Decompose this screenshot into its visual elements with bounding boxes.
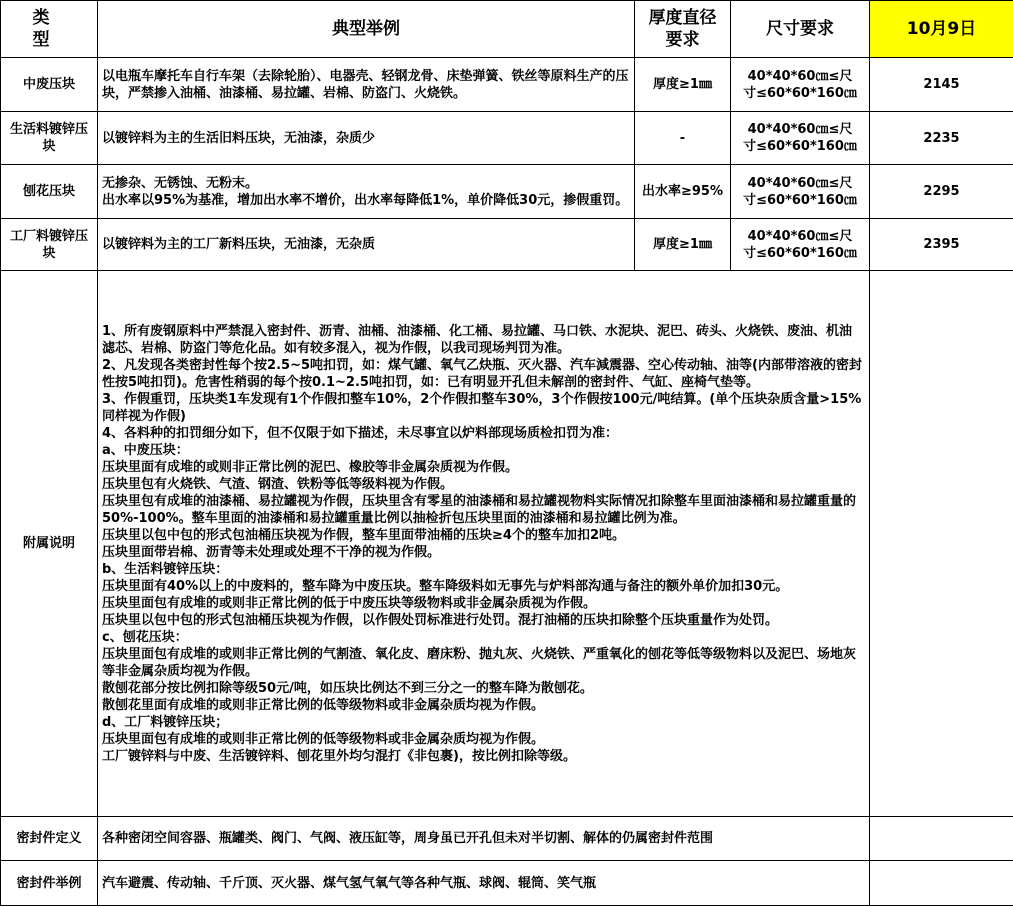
- header-size: 尺寸要求: [731, 1, 870, 58]
- notes-line: 压块里面有40%以上的中废料的，整车降为中废压块。整车降级料如无事先与炉料部沟通与备注的额外单价加扣30元。: [102, 578, 789, 594]
- row-size: [731, 112, 870, 165]
- header-date: 10月9日: [870, 1, 1013, 58]
- notes-line: 压块里面包有成堆的或则非正常比例的气割渣、氧化皮、磨床粉、抛丸灰、火烧铁、严重氧化的刨花等低等级物料以及泥巴、场地灰等非金属杂质均视为作假。: [102, 646, 857, 679]
- row-type: 中废压块: [1, 58, 98, 112]
- header-type: 类 型: [1, 1, 98, 58]
- row-type: 工厂料镀锌压块: [1, 219, 98, 271]
- seal-definition-label: 密封件定义: [1, 817, 98, 861]
- row-example: [98, 165, 635, 219]
- row-thickness: 出水率≥95%: [635, 165, 731, 219]
- row-thickness: -: [635, 112, 731, 165]
- notes-line: a、中废压块：: [102, 442, 189, 458]
- row-size-line2: 寸≤60*60*160㎝: [743, 139, 857, 154]
- header-thickness-line1: 厚度直径: [648, 8, 717, 28]
- notes-line: 压块里以包中包的形式包油桶压块视为作假，整车里面带油桶的压块≥4个的整车加扣2吨。: [102, 527, 625, 543]
- row-size-line1: 40*40*60㎝≤尺: [747, 122, 853, 137]
- notes-line: 压块里面包有成堆的或则非正常比例的低于中废压块等级物料或非金属杂质视为作假。: [102, 595, 597, 611]
- notes-line: 压块里以包中包的形式包油桶压块视为作假，以作假处罚标准进行处罚。混打油桶的压块扣除整个压块重量作为处罚。: [102, 612, 779, 628]
- row-price: 2395: [870, 219, 1013, 271]
- notes-line: 压块里包有火烧铁、气渣、钢渣、铁粉等低等级料视为作假。: [102, 476, 454, 492]
- notes-line: 压块里包有成堆的油漆桶、易拉罐视为作假，压块里含有零星的油漆桶和易拉罐视物料实际情况扣除整车里面油漆桶和易拉罐重量的50%-100%。整车里面的油漆桶和易拉罐重量比例以抽检折包压块里面的油漆桶和易拉罐比例为准。: [102, 493, 857, 526]
- row-size-line1: 40*40*60㎝≤尺: [747, 228, 853, 244]
- row-size-line1: 40*40*60㎝≤尺: [747, 175, 853, 191]
- notes-line: c、刨花压块：: [102, 629, 188, 645]
- row-size-line2: 寸≤60*60*160㎝: [743, 85, 857, 101]
- header-thickness: [635, 1, 731, 58]
- notes-line: 压块里面带岩棉、沥青等未处理或处理不干净的视为作假。: [102, 544, 441, 560]
- notes-row: [1, 271, 1013, 817]
- notes-line: 1、所有废钢原料中严禁混入密封件、沥青、油桶、油漆桶、化工桶、易拉罐、马口铁、水泥块、泥巴、砖头、火烧铁、废油、机油滤芯、岩棉、防盗门等危化品。如有较多混入，视为作假，以我司现场判罚为准。: [102, 323, 853, 356]
- row-example-line2: 出水率以95%为基准，增加出水率不增价，出水率每降低1%，单价降低30元，掺假重罚。: [102, 192, 629, 208]
- row-type: 生活料镀锌压块: [1, 112, 98, 165]
- row-type: 刨花压块: [1, 165, 98, 219]
- row-size-line2: 寸≤60*60*160㎝: [743, 192, 857, 208]
- seal-definition-price-cell: [870, 817, 1013, 861]
- table-row: [1, 112, 1013, 165]
- row-size: [731, 165, 870, 219]
- seal-examples-text: 汽车避震、传动轴、千斤顶、灭火器、煤气氢气氧气等各种气瓶、球阀、辊筒、笑气瓶: [98, 861, 870, 906]
- notes-line: 4、各料种的扣罚细分如下，但不仅限于如下描述，未尽事宜以炉料部现场质检扣罚为准：: [102, 425, 619, 441]
- row-example: 以镀锌料为主的工厂新料压块，无油漆，无杂质: [98, 219, 635, 271]
- header-thickness-line2: 要求: [665, 30, 700, 50]
- header-row: [1, 1, 1013, 58]
- notes-line: d、工厂料镀锌压块；: [102, 714, 229, 730]
- row-price: 2295: [870, 165, 1013, 219]
- row-size: [731, 58, 870, 112]
- row-size-line1: 40*40*60㎝≤尺: [747, 68, 853, 84]
- table-row: [1, 165, 1013, 219]
- row-example: 以镀锌料为主的生活旧料压块，无油漆，杂质少: [98, 112, 635, 165]
- notes-line: 压块里面有成堆的或则非正常比例的泥巴、橡胶等非金属杂质视为作假。: [102, 459, 519, 475]
- table-row: [1, 219, 1013, 271]
- notes-line: 2、凡发现各类密封性每个按2.5~5吨扣罚，如：煤气罐、氧气乙炔瓶、灭火器、汽车減震器、空心传动轴、油等(内部带溶液的密封性按5吨扣罚)。危害性稍弱的每个按0.1~2.5吨扣罚，如：已有明显开孔但未解剖的密封件、气缸、座椅气垫等。: [102, 357, 862, 390]
- seal-definition-row: [1, 817, 1013, 861]
- seal-examples-price-cell: [870, 861, 1013, 906]
- row-size: [731, 219, 870, 271]
- notes-content: [98, 271, 870, 817]
- table-row: [1, 58, 1013, 112]
- header-example: 典型举例: [98, 1, 635, 58]
- seal-definition-text: 各种密闭空间容器、瓶罐类、阀门、气阀、液压缸等，周身虽已开孔但未对半切割、解体的仍属密封件范围: [98, 817, 870, 861]
- row-price: 2235: [870, 112, 1013, 165]
- notes-line: 散刨花里面有成堆的或则非正常比例的低等级物料或非金属杂质均视为作假。: [102, 697, 545, 713]
- seal-examples-row: [1, 861, 1013, 906]
- row-thickness: 厚度≥1㎜: [635, 58, 731, 112]
- notes-line: b、生活料镀锌压块：: [102, 561, 229, 577]
- row-price: 2145: [870, 58, 1013, 112]
- notes-line: 压块里面包有成堆的或则非正常比例的低等级物料或非金属杂质均视为作假。: [102, 731, 545, 747]
- notes-label: 附属说明: [1, 271, 98, 817]
- row-thickness: 厚度≥1㎜: [635, 219, 731, 271]
- notes-price-cell: [870, 271, 1013, 817]
- row-example: 以电瓶车摩托车自行车架（去除轮胎）、电器壳、轻钢龙骨、床垫弹簧、铁丝等原料生产的压块，严禁掺入油桶、油漆桶、易拉罐、岩棉、防盗门、火烧铁。: [98, 58, 635, 112]
- row-size-line2: 寸≤60*60*160㎝: [743, 245, 857, 261]
- notes-line: 3、作假重罚，压块类1车发现有1个作假扣整车10%，2个作假扣整车30%，3个作假按100元/吨结算。(单个压块杂质含量>15%同样视为作假): [102, 391, 862, 424]
- notes-line: 散刨花部分按比例扣除等级50元/吨，如压块比例达不到三分之一的整车降为散刨花。: [102, 680, 593, 696]
- row-example-line1: 无掺杂、无锈蚀、无粉末。: [102, 175, 259, 191]
- notes-line: 工厂镀锌料与中废、生活镀锌料、刨花里外均匀混打《非包裹)，按比例扣除等级。: [102, 748, 576, 764]
- seal-examples-label: 密封件举例: [1, 861, 98, 906]
